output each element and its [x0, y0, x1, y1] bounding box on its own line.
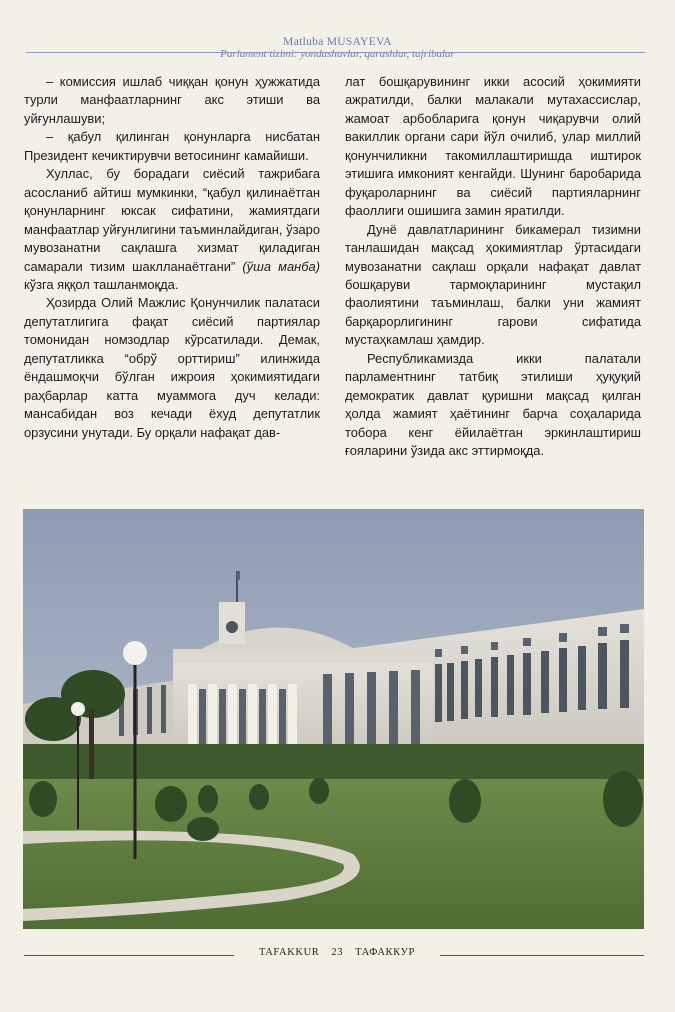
quote-tail: кўзга яққол ташланмоқда.: [24, 276, 179, 292]
source-reference: (ўша манба): [242, 258, 320, 274]
paragraph: Республикамизда икки палатали парламентнинг татбиқ этилиши ҳуқуқий демократик давлат қуришни мақсад қилган ҳолда жамият ҳаётининг барча соҳаларида тобора кенг ёйилаётган эркинлаштириш ғояларини ўзида акс эттирмоқда.: [345, 350, 641, 459]
running-head-author: Matluba MUSAYEVA: [283, 36, 392, 48]
left-text-column: [24, 73, 320, 442]
right-text-column: [345, 73, 641, 461]
footer-title-cyrillic: ТАФАККУР: [355, 947, 415, 958]
paragraph: – комиссия ишлаб чиққан қонун ҳужжатида турли манфаатларнинг акс этиши ва уйғунлашуви;: [24, 74, 320, 126]
page-footer: [234, 947, 440, 958]
parliament-building-photo: [23, 509, 644, 929]
paragraph: [24, 165, 320, 294]
quote-text: Хуллас, бу борадаги сиёсий тажрибага асосланиб айтиш мумкинки, “қабул қилинаётган қонунларнинг юксак сифатини, жамиятдаги манфаатлар уйғунлигини таъминлайдиган, ўзаро мувозанатни сақлашга хизмат қиладиган самарали тизим шаклланаётгани”: [24, 166, 320, 274]
running-head-subtitle: Parlament tizimi: yondashuvlar, qarashlar, tajribalar: [220, 48, 455, 60]
paragraph: Дунё давлатларининг бикамерал тизимни танлашидан мақсад ҳокимиятлар ўртасидаги мувозанатни сақлаш орқали нафақат давлат бошқаруви тармоқларининг мустақил фаолиятини таъминлаш, балки уни жамият барқарорлигининг гарови сифатида мустаҳкамлаш ҳамдир.: [345, 221, 641, 348]
running-head: [0, 36, 675, 60]
paragraph: лат бошқарувининг икки асосий ҳокимияти ажратилди, балки малакали мутахассислар, жамоат арбобларига қонун чиқарувчи олий вакиллик органи сари йўл очилиб, улар миллий қонунчиликни такомиллаштиришда иштирок этишига имконият кенгайди. Шунинг баробарида фуқароларнинг ва сиёсий партияларнинг фаоллиги ошишига замин яратилди.: [345, 74, 641, 219]
header-rule: [26, 52, 645, 53]
footer-rule-right: [440, 955, 644, 956]
footer-rule-left: [24, 955, 234, 956]
page-number: 23: [331, 947, 344, 958]
paragraph: – қабул қилинган қонунларга нисбатан Президент кечиктирувчи ветосининг камайиши.: [24, 129, 320, 163]
footer-title-latin: TAFAKKUR: [259, 947, 320, 958]
paragraph: Ҳозирда Олий Мажлис Қонунчилик палатаси депутатлигига фақат сиёсий партиялар томонидан номзодлар кўрсатилади. Демак, депутатликка “обрў орттириш” илинжида ёндашмоқчи бўлган ижроия ҳокимиятидаги раҳбарлар катта муаммога дуч келади: мансабидан воз кечади ёхуд депутатлик орзусини унутади. Бу орқали нафақат дав-: [24, 295, 320, 440]
